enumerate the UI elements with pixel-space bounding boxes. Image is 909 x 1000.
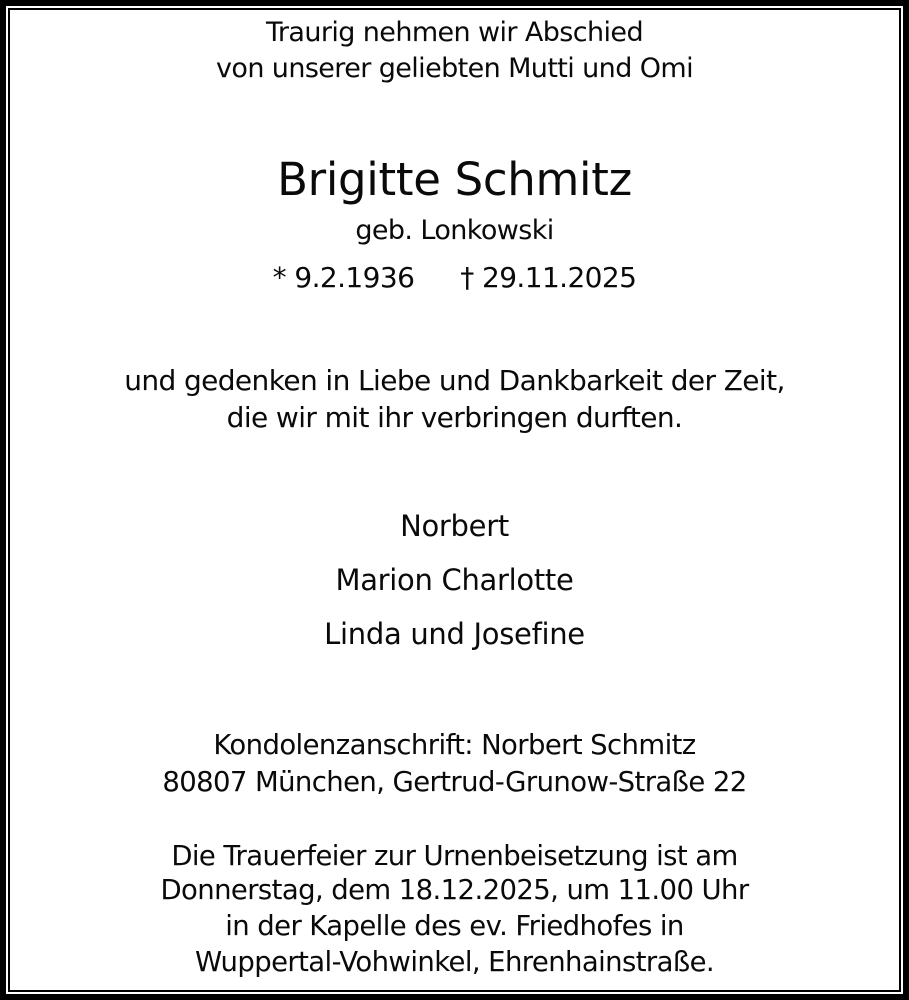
intro-line-2: von unserer geliebten Mutti und Omi [216,53,693,84]
address-line-2: 80807 München, Gertrud-Grunow-Straße 22 [162,766,747,798]
deceased-name: Brigitte Schmitz [277,153,632,206]
birth-date: 9.2.1936 [294,261,415,294]
death-date: 29.11.2025 [482,261,637,294]
service-line-3: in der Kapelle des ev. Friedhofes in [225,910,684,942]
address-line-1: Kondolenzanschrift: Norbert Schmitz [213,729,696,761]
maiden-name: geb. Lonkowski [355,215,554,246]
memory-line-1: und gedenken in Liebe und Dankbarkeit der Zeit, [124,364,785,397]
family-member: Norbert [400,509,509,543]
family-member: Linda und Josefine [324,617,585,651]
service-line-4: Wuppertal-Vohwinkel, Ehrenhainstraße. [194,946,715,978]
service-line-1: Die Trauerfeier zur Urnenbeisetzung ist am [171,840,738,872]
death-cross-icon: † [460,261,474,294]
life-dates [0,261,909,294]
birth-star-icon: * [272,261,287,294]
memory-line-2: die wir mit ihr verbringen durften. [226,401,683,434]
family-member: Marion Charlotte [335,563,574,597]
intro-line-1: Traurig nehmen wir Abschied [265,17,643,48]
service-line-2: Donnerstag, dem 18.12.2025, um 11.00 Uhr [160,874,749,906]
